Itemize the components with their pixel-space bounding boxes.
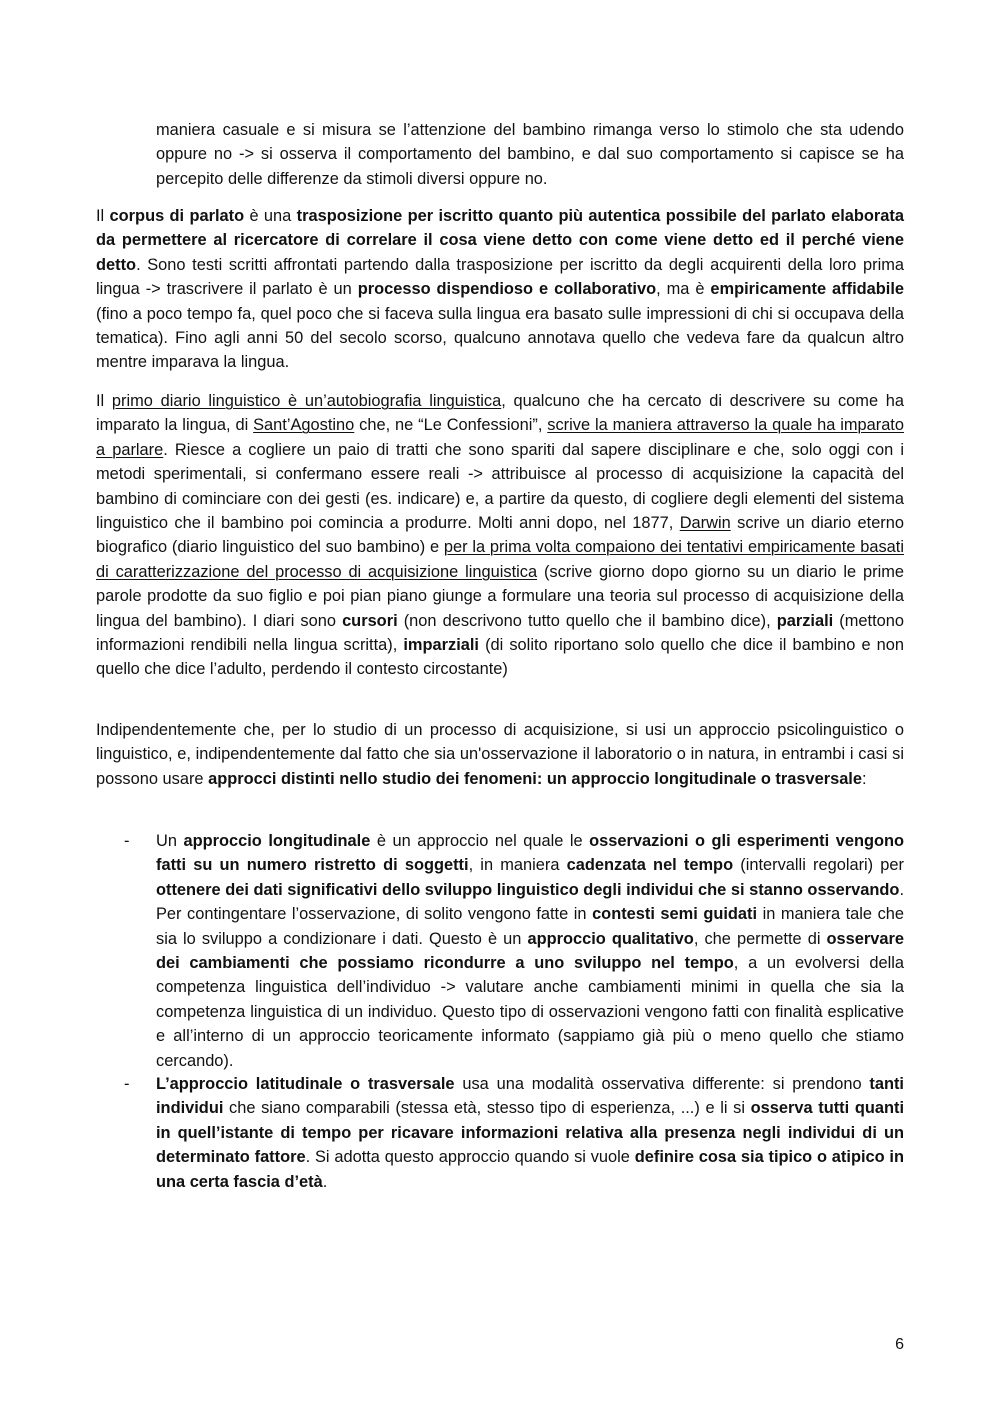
underlined-text: primo diario linguistico è un’autobiografia linguistica	[111, 392, 502, 410]
bold-text: approcci distinti nello studio dei fenomeni: un approccio longitudinale o trasversale	[208, 769, 862, 788]
paragraph-approcci	[96, 718, 904, 791]
bold-text: cadenzata nel tempo	[566, 856, 734, 875]
text-run: , a un evolversi della competenza linguistica dell’individuo -> valutare anche cambiamenti minimi in quella che sia la competenza linguistica di un individuo. Questo tipo di osservazioni vengono fatti con finalità esplicative e all’interno di un approccio teoricamente informato (sappiamo già più o meno quello che stiamo cercando).	[156, 954, 904, 1070]
bold-text: definire cosa sia tipico o atipico in una certa fascia d’età	[156, 1148, 905, 1191]
text-run: (di solito riportano solo quello che dice il bambino e non quello che dice l’adulto, perdendo il contesto circostante)	[96, 636, 904, 679]
text-run: (mettono informazioni rendibili nella lingua scritta),	[96, 611, 904, 655]
bold-text: empiricamente affidabile	[710, 280, 904, 299]
bold-text: contesti semi guidati	[592, 905, 758, 924]
text-run: Il	[96, 207, 110, 225]
bold-text: approccio qualitativo	[527, 929, 694, 948]
text-run: che, ne “Le Confessioni”,	[354, 416, 548, 435]
text-run: . Si adotta questo approccio quando si vuole	[305, 1148, 635, 1167]
text-run: Un	[156, 832, 184, 850]
text-run: (non descrivono tutto quello che il bambino dice),	[397, 611, 777, 630]
text-run: , qualcuno che ha cercato di descrivere su come ha imparato la lingua, di	[96, 392, 904, 435]
text-run: . Per contingentare l’osservazione, di solito vengono fatte in	[156, 880, 904, 924]
paragraph-corpus	[96, 204, 904, 375]
text-run: Indipendentemente che, per lo studio di un processo di acquisizione, si usi un approccio psicolinguistico o linguistico, e, indipendentemente dal fatto che sia un'osservazione il laboratorio o in natura, in entrambi i casi si possono usare	[96, 721, 904, 788]
text-run: , che permette di	[693, 929, 827, 948]
list-bullet: -	[124, 1075, 130, 1093]
underlined-text: scrive la maniera attraverso la quale ha imparato a parlare	[96, 416, 904, 459]
text-run: (intervalli regolari) per	[733, 856, 904, 875]
text-run: :	[861, 769, 867, 788]
text-run: .	[322, 1172, 328, 1191]
text-run: , ma è	[656, 280, 711, 299]
text-run: maniera casuale e si misura se l’attenzione del bambino rimanga verso lo stimolo che sta udendo oppure no -> si osserva il comportamento del bambino, e dal suo comportamento si capisce se ha percepito delle differenze da stimoli diversi oppure no.	[156, 121, 904, 188]
bold-text: corpus di parlato	[109, 207, 245, 225]
bold-text: osservazioni o gli esperimenti vengono fatti su un numero ristretto di soggetti	[156, 832, 905, 875]
bold-text: parziali	[776, 611, 834, 630]
continuation-paragraph	[156, 118, 904, 191]
bold-text: approccio longitudinale	[183, 832, 371, 850]
bold-text: ottenere dei dati significativi dello sviluppo linguistico degli individui che si stanno osservando	[156, 880, 900, 899]
text-run: Il	[96, 392, 112, 410]
bold-text: processo dispendioso e collaborativo	[357, 280, 657, 299]
text-run: . Sono testi scritti affrontati partendo dalla trasposizione per iscritto da degli acquirenti della loro prima lingua -> trascrivere il parlato è un	[96, 255, 904, 299]
bold-text: trasposizione per iscritto quanto più autentica possibile del parlato elaborata da permettere al ricercatore di correlare il cosa viene detto con come viene detto ed il perché viene detto	[96, 207, 904, 274]
text-run: . Riesce a cogliere un paio di tratti che sono spariti dal sapere disciplinare e che, solo oggi con i metodi sperimentali, si confermano essere reali -> attribuisce al processo di acquisizione la capacità del bambino di cominciare con dei gesti (es. indicare) e, a partire da questo, di cogliere degli elementi del sistema linguistico che il bambino poi comincia a produrre. Molti anni dopo, nel 1877,	[96, 440, 904, 533]
page-number: 6	[895, 1336, 904, 1353]
paragraph-diario	[96, 389, 904, 682]
text-run: (fino a poco tempo fa, quel poco che si faceva sulla lingua era basato sulle impressioni di chi si occupava della tematica). Fino agli anni 50 del secolo scorso, qualcuno annotava quello che vedeva fare da qualcun altro mentre imparava la lingua.	[96, 304, 904, 372]
text-run: scrive un diario eterno biografico (diario linguistico del suo bambino) e	[96, 514, 904, 557]
bold-text: osserva tutti quanti in quell’istante di tempo per ricavare informazioni relativa alla presenza negli individui di un determinato fattore	[156, 1099, 904, 1167]
underlined-text: per la prima volta compaiono dei tentativi empiricamente basati di caratterizzazione del processo di acquisizione linguistica	[96, 538, 904, 581]
list-item-text	[156, 1072, 904, 1194]
bold-text: L’approccio latitudinale o trasversale	[156, 1075, 455, 1093]
bold-text: tanti individui	[156, 1075, 904, 1118]
text-run: , in maniera	[468, 856, 567, 875]
text-run: usa una modalità osservativa differente: si prendono	[454, 1075, 870, 1093]
text-run: in maniera tale che sia lo sviluppo a condizionare i dati. Questo è un	[156, 905, 904, 948]
underlined-text: Darwin	[679, 514, 731, 533]
text-run: che siano comparabili (stessa età, stesso tipo di esperienza, ...) e li si	[223, 1099, 751, 1118]
text-run: è una	[244, 207, 297, 225]
list-item-text	[156, 829, 904, 1073]
underlined-text: Sant’Agostino	[253, 416, 355, 435]
bold-text: cursori	[342, 611, 398, 630]
bold-text: osservare dei cambiamenti che possiamo ricondurre a uno sviluppo nel tempo	[156, 929, 905, 973]
bold-text: imparziali	[403, 636, 479, 655]
text-run: (scrive giorno dopo giorno su un diario le prime parole prodotte da suo figlio e poi pian piano giunge a formulare una teoria sul processo di acquisizione della lingua del bambino). I diari sono	[96, 562, 904, 630]
list-bullet: -	[124, 832, 130, 850]
text-run: è un approccio nel quale le	[370, 832, 590, 850]
